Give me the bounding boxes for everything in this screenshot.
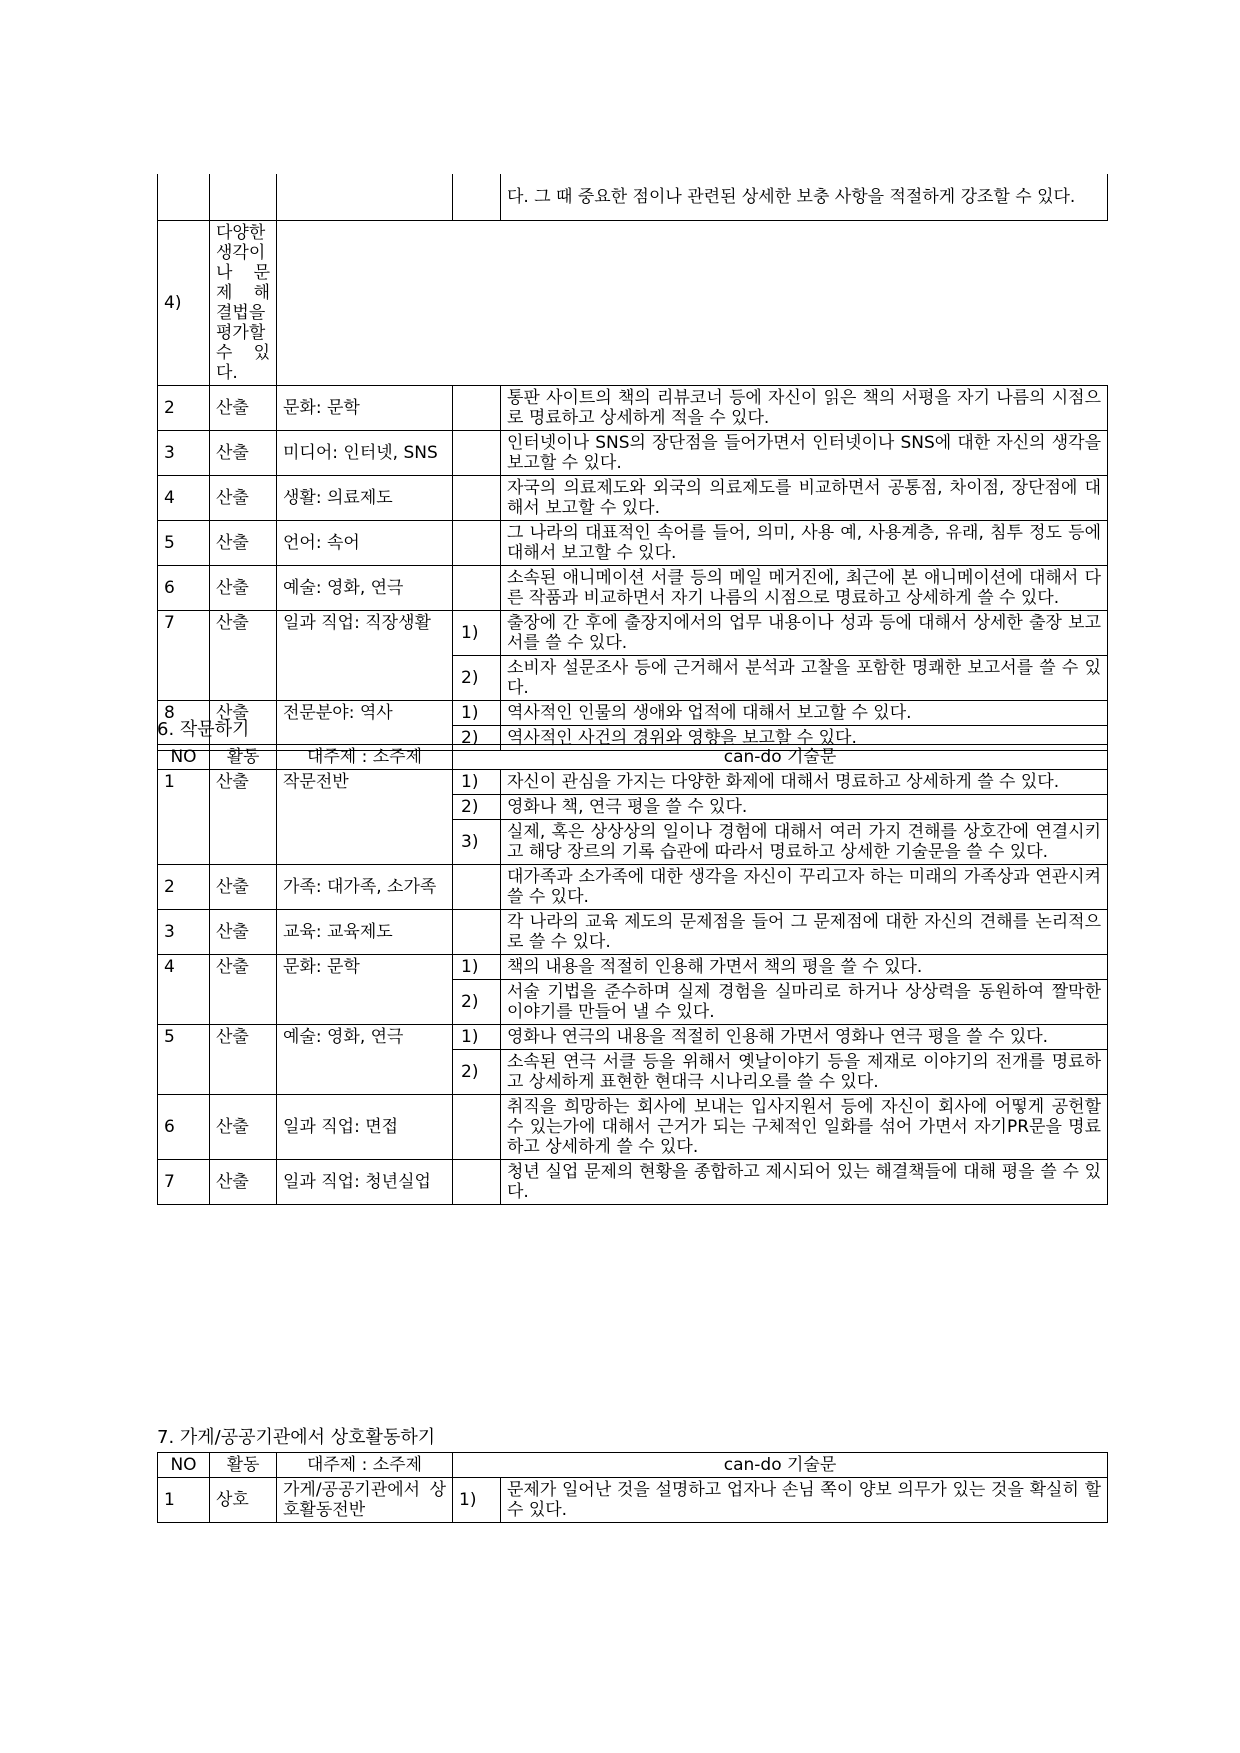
can-do-table: [157, 744, 1108, 1205]
cell-description: 역사적인 사건의 경위와 영향을 보고할 수 있다.: [501, 726, 1108, 751]
cell-topic: 예술: 영화, 연극: [277, 566, 453, 611]
cell-activity: 상호: [210, 1478, 277, 1523]
header-topic: 대주제 : 소주제: [277, 745, 453, 770]
cell-description: 책의 내용을 적절히 인용해 가면서 책의 평을 쓸 수 있다.: [501, 955, 1108, 980]
table-header-row: [158, 745, 1108, 770]
cell-activity: 산출: [210, 521, 277, 566]
table-row: [158, 521, 1108, 566]
cell-item-number: [453, 521, 501, 566]
cell-no: 6: [158, 566, 210, 611]
table-row: [158, 1478, 1108, 1523]
cell-no: 3: [158, 910, 210, 955]
header-activity: 활동: [210, 1453, 277, 1478]
cell-topic: 생활: 의료제도: [277, 476, 453, 521]
cell-description: 실제, 혹은 상상상의 일이나 경험에 대해서 여러 가지 견해를 상호간에 연결시키고 해당 장르의 기록 습관에 따라서 명료하고 상세한 기술문을 쓸 수 있다.: [501, 820, 1108, 865]
section-store-interaction: [157, 1423, 1107, 1523]
cell-description: 역사적인 인물의 생애와 업적에 대해서 보고할 수 있다.: [501, 701, 1108, 726]
cell-description: 서술 기법을 준수하며 실제 경험을 실마리로 하거나 상상력을 동원하여 짤막한 이야기를 만들어 낼 수 있다.: [501, 980, 1108, 1025]
cell-topic: 전문분야: 역사: [277, 701, 453, 751]
cell-no: 5: [158, 521, 210, 566]
cell-no: 3: [158, 431, 210, 476]
section-writing: [157, 715, 1107, 1205]
cell-no: 4: [158, 476, 210, 521]
can-do-table: [157, 174, 1108, 751]
cell-description: 통판 사이트의 책의 리뷰코너 등에 자신이 읽은 책의 서평을 자기 나름의 시점으로 명료하고 상세하게 적을 수 있다.: [501, 386, 1108, 431]
cell-topic: [277, 174, 453, 221]
table-row: [158, 566, 1108, 611]
cell-description: 청년 실업 문제의 현황을 종합하고 제시되어 있는 해결책들에 대해 평을 쓸 수 있다.: [501, 1160, 1108, 1205]
cell-item-number: [453, 174, 501, 221]
table-row: [158, 770, 1108, 795]
header-no: NO: [158, 745, 210, 770]
table-row: [158, 1025, 1108, 1050]
cell-description: 소속된 애니메이션 서클 등의 메일 메거진에, 최근에 본 애니메이션에 대해서 다른 작품과 비교하면서 자기 나름의 시점으로 명료하고 상세하게 쓸 수 있다.: [501, 566, 1108, 611]
cell-item-number: 1): [453, 955, 501, 980]
header-description: can-do 기술문: [453, 745, 1108, 770]
cell-activity: 산출: [210, 955, 277, 1025]
cell-description: 취직을 희망하는 회사에 보내는 입사지원서 등에 자신이 회사에 어떻게 공헌할 수 있는가에 대해서 근거가 되는 구체적인 일화를 섞어 가면서 자기PR문을 명료하고 상세하게 쓸 수 있다.: [501, 1095, 1108, 1160]
cell-description: 자국의 의료제도와 외국의 의료제도를 비교하면서 공통점, 차이점, 장단점에 대해서 보고할 수 있다.: [501, 476, 1108, 521]
cell-no: 6: [158, 1095, 210, 1160]
cell-description: 각 나라의 교육 제도의 문제점을 들어 그 문제점에 대한 자신의 견해를 논리적으로 쓸 수 있다.: [501, 910, 1108, 955]
cell-activity: 산출: [210, 1160, 277, 1205]
table-row: [158, 1160, 1108, 1205]
cell-activity: 산출: [210, 1095, 277, 1160]
cell-activity: 산출: [210, 1025, 277, 1095]
table-row: [158, 386, 1108, 431]
cell-no: 7: [158, 1160, 210, 1205]
cell-description: 자신이 관심을 가지는 다양한 화제에 대해서 명료하고 상세하게 쓸 수 있다.: [501, 770, 1108, 795]
cell-activity: [210, 174, 277, 221]
cell-no: [158, 174, 210, 221]
cell-description: 소비자 설문조사 등에 근거해서 분석과 고찰을 포함한 명쾌한 보고서를 쓸 수 있다.: [501, 656, 1108, 701]
cell-topic: 일과 직업: 면접: [277, 1095, 453, 1160]
table-row: [158, 1095, 1108, 1160]
cell-item-number: 1): [453, 1478, 501, 1523]
can-do-table: [157, 1452, 1108, 1523]
header-description: can-do 기술문: [453, 1453, 1108, 1478]
cell-item-number: [453, 476, 501, 521]
cell-no: 2: [158, 386, 210, 431]
cell-item-number: 2): [453, 656, 501, 701]
cell-topic: 문화: 문학: [277, 386, 453, 431]
cell-item-number: 1): [453, 701, 501, 726]
cell-topic: 일과 직업: 직장생활: [277, 611, 453, 701]
cell-activity: 산출: [210, 865, 277, 910]
cell-item-number: 1): [453, 611, 501, 656]
cell-no: 1: [158, 770, 210, 865]
cell-item-number: 2): [453, 795, 501, 820]
cell-no: 1: [158, 1478, 210, 1523]
table-row: [158, 611, 1108, 656]
cell-item-number: [453, 1095, 501, 1160]
cell-description: 출장에 간 후에 출장지에서의 업무 내용이나 성과 등에 대해서 상세한 출장 보고서를 쓸 수 있다.: [501, 611, 1108, 656]
cell-topic: 작문전반: [277, 770, 453, 865]
table-row: [158, 221, 1108, 386]
cell-activity: 산출: [210, 770, 277, 865]
cell-topic: 가게/공공기관에서 상호활동전반: [277, 1478, 453, 1523]
cell-item-number: 1): [453, 770, 501, 795]
cell-activity: 산출: [210, 611, 277, 701]
cell-item-number: 3): [453, 820, 501, 865]
cell-activity: 산출: [210, 431, 277, 476]
cell-item-number: [453, 566, 501, 611]
section-heading: 6. 작문하기: [157, 719, 250, 740]
table-row: [158, 865, 1108, 910]
cell-no: 7: [158, 611, 210, 701]
cell-item-number: 2): [453, 1050, 501, 1095]
cell-description: 그 나라의 대표적인 속어를 들어, 의미, 사용 예, 사용계층, 유래, 침투 정도 등에 대해서 보고할 수 있다.: [501, 521, 1108, 566]
cell-item-number: 2): [453, 726, 501, 751]
cell-item-number: [453, 1160, 501, 1205]
header-activity: 활동: [210, 745, 277, 770]
cell-item-number: 1): [453, 1025, 501, 1050]
cell-no: 2: [158, 865, 210, 910]
cell-item-number: 4): [158, 221, 210, 386]
table-section5-continued: [157, 174, 1107, 751]
table-row: [158, 955, 1108, 980]
cell-description: 문제가 일어난 것을 설명하고 업자나 손님 쪽이 양보 의무가 있는 것을 확실히 할 수 있다.: [501, 1478, 1108, 1523]
cell-description: 영화나 연극의 내용을 적절히 인용해 가면서 영화나 연극 평을 쓸 수 있다.: [501, 1025, 1108, 1050]
cell-item-number: [453, 865, 501, 910]
cell-topic: 언어: 속어: [277, 521, 453, 566]
cell-description: 다. 그 때 중요한 점이나 관련된 상세한 보충 사항을 적절하게 강조할 수 있다.: [501, 174, 1108, 221]
cell-topic: 교육: 교육제도: [277, 910, 453, 955]
cell-activity: 산출: [210, 566, 277, 611]
cell-description: 인터넷이나 SNS의 장단점을 들어가면서 인터넷이나 SNS에 대한 자신의 생각을 보고할 수 있다.: [501, 431, 1108, 476]
cell-item-number: [453, 386, 501, 431]
cell-item-number: 2): [453, 980, 501, 1025]
cell-activity: 산출: [210, 910, 277, 955]
cell-topic: 미디어: 인터넷, SNS: [277, 431, 453, 476]
table-row: [158, 174, 1108, 221]
cell-activity: 산출: [210, 476, 277, 521]
section-heading: 7. 가게/공공기관에서 상호활동하기: [157, 1427, 436, 1448]
table-row: [158, 431, 1108, 476]
cell-description: 대가족과 소가족에 대한 생각을 자신이 꾸리고자 하는 미래의 가족상과 연관시켜 쓸 수 있다.: [501, 865, 1108, 910]
table-row: [158, 910, 1108, 955]
cell-description: 소속된 연극 서클 등을 위해서 옛날이야기 등을 제재로 이야기의 전개를 명료하고 상세하게 표현한 현대극 시나리오를 쓸 수 있다.: [501, 1050, 1108, 1095]
cell-topic: 문화: 문학: [277, 955, 453, 1025]
header-topic: 대주제 : 소주제: [277, 1453, 453, 1478]
table-header-row: [158, 1453, 1108, 1478]
cell-no: 4: [158, 955, 210, 1025]
cell-description: 다양한 생각이나 문제 해결법을 평가할 수 있다.: [210, 221, 277, 386]
cell-no: 5: [158, 1025, 210, 1095]
cell-activity: 산출: [210, 701, 277, 751]
cell-topic: 일과 직업: 청년실업: [277, 1160, 453, 1205]
header-no: NO: [158, 1453, 210, 1478]
cell-topic: 가족: 대가족, 소가족: [277, 865, 453, 910]
cell-no: 8: [158, 701, 210, 751]
cell-item-number: [453, 910, 501, 955]
table-row: [158, 476, 1108, 521]
cell-item-number: [453, 431, 501, 476]
cell-description: 영화나 책, 연극 평을 쓸 수 있다.: [501, 795, 1108, 820]
cell-activity: 산출: [210, 386, 277, 431]
cell-topic: 예술: 영화, 연극: [277, 1025, 453, 1095]
